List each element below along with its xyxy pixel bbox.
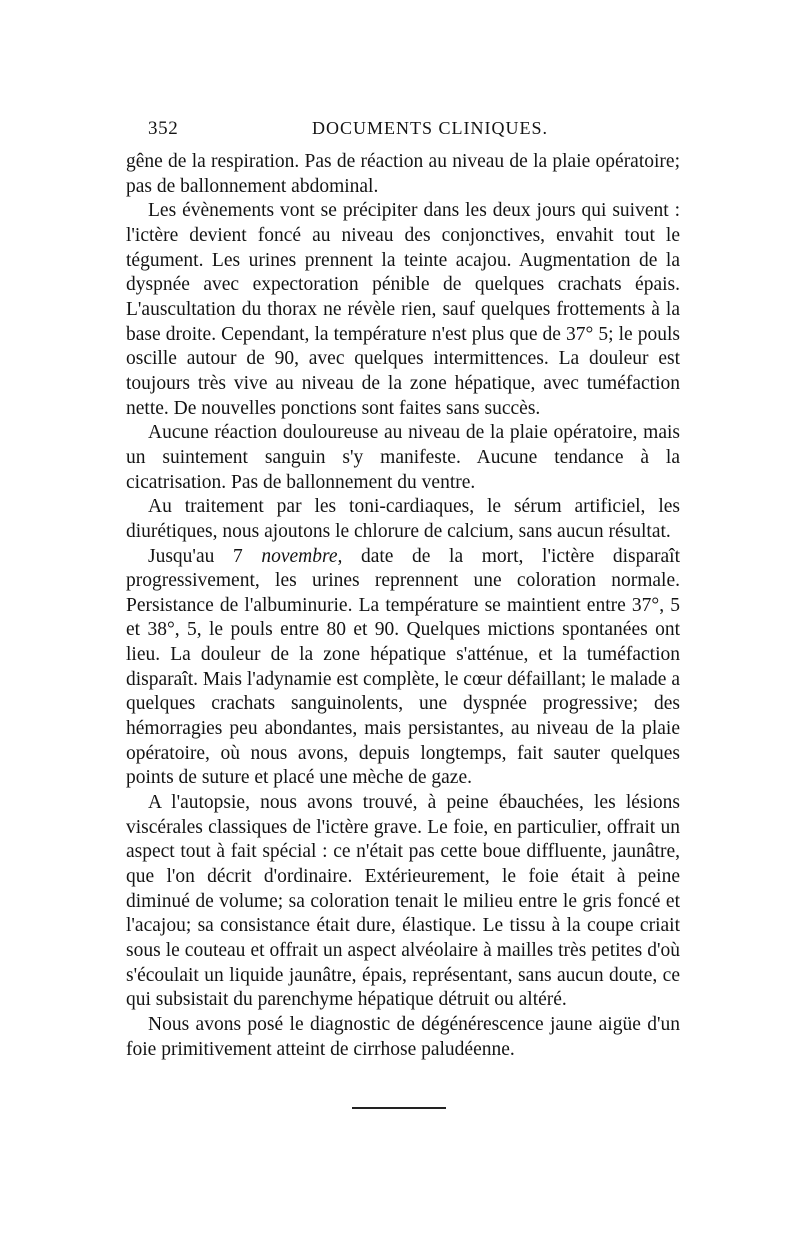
- body-text: [126, 150, 680, 1062]
- page-number: 352: [148, 118, 179, 139]
- section-end-rule: [352, 1107, 446, 1109]
- running-head: [148, 118, 704, 144]
- paragraph-diagnostic: Nous avons posé le diagnostic de dégénérescence jaune aigüe d'un foie primitivement atteint de cirrhose paludéenne.: [126, 1013, 680, 1060]
- paragraph-respiration-continued: gêne de la respiration. Pas de réaction au niveau de la plaie opératoire; pas de ballonnement abdominal.: [126, 151, 680, 197]
- paragraph-autopsie: A l'autopsie, nous avons trouvé, à peine ébauchées, les lésions viscérales classiques de l'ictère grave. Le foie, en particulier, offrait un aspect tout à fait spécial : ce n'était pas cette boue diffluente, jaunâtre, que l'on décrit d'ordinaire. Extérieurement, le foie était à peine diminué de volume; sa coloration tenait le milieu entre le gris foncé et l'acajou; sa consistance était dure, élastique. Le tissu à la coupe criait sous le couteau et offrait un aspect alvéolaire à mailles très petites d'où s'écoulait un liquide jaunâtre, épais, représentant, sans aucun doute, ce qui subsistait du parenchyme hépatique détruit ou altéré.: [126, 792, 680, 1011]
- date-emphasis: novembre,: [261, 545, 343, 567]
- paragraph-jusqu-au-novembre: Jusqu'au 7 novembre, date de la mort, l'ictère disparaît progressivement, les urines reprennent une coloration normale. Persistance de l'albuminurie. La température se maintient entre 37°, 5 et 38°, 5, le pouls entre 80 et 90. Quelques mictions spontanées ont lieu. La douleur de la zone hépatique s'atténue, et la tuméfaction disparaît. Mais l'adynamie est complète, le cœur défaillant; le malade a quelques crachats sanguinolents, une dyspnée progressive; des hémorragies peu abondantes, mais persistantes, au niveau de la plaie opératoire, où nous avons, depuis longtemps, fait sauter quelques points de suture et placé une mèche de gaze.: [126, 545, 680, 789]
- paragraph-plaie-operatoire: Aucune réaction douloureuse au niveau de la plaie opératoire, mais un suintement sanguin s'y manifeste. Aucune tendance à la cicatrisation. Pas de ballonnement du ventre.: [126, 422, 680, 493]
- paragraph-traitement: Au traitement par les toni-cardiaques, le sérum artificiel, les diurétiques, nous ajoutons le chlorure de calcium, sans aucun résultat.: [126, 496, 680, 542]
- running-title: DOCUMENTS CLINIQUES.: [312, 118, 548, 138]
- paragraph-evenements: Les évènements vont se précipiter dans les deux jours qui suivent : l'ictère devient foncé au niveau des conjonctives, envahit tout le tégument. Les urines prennent la teinte acajou. Augmentation de la dyspnée avec expectoration pénible de quelques crachats épais. L'auscultation du thorax ne révèle rien, sauf quelques frottements à la base droite. Cependant, la température n'est plus que de 37° 5; le pouls oscille autour de 90, avec quelques intermittences. La douleur est toujours très vive au niveau de la zone hépatique, avec tuméfaction nette. De nouvelles ponctions sont faites sans succès.: [126, 200, 680, 419]
